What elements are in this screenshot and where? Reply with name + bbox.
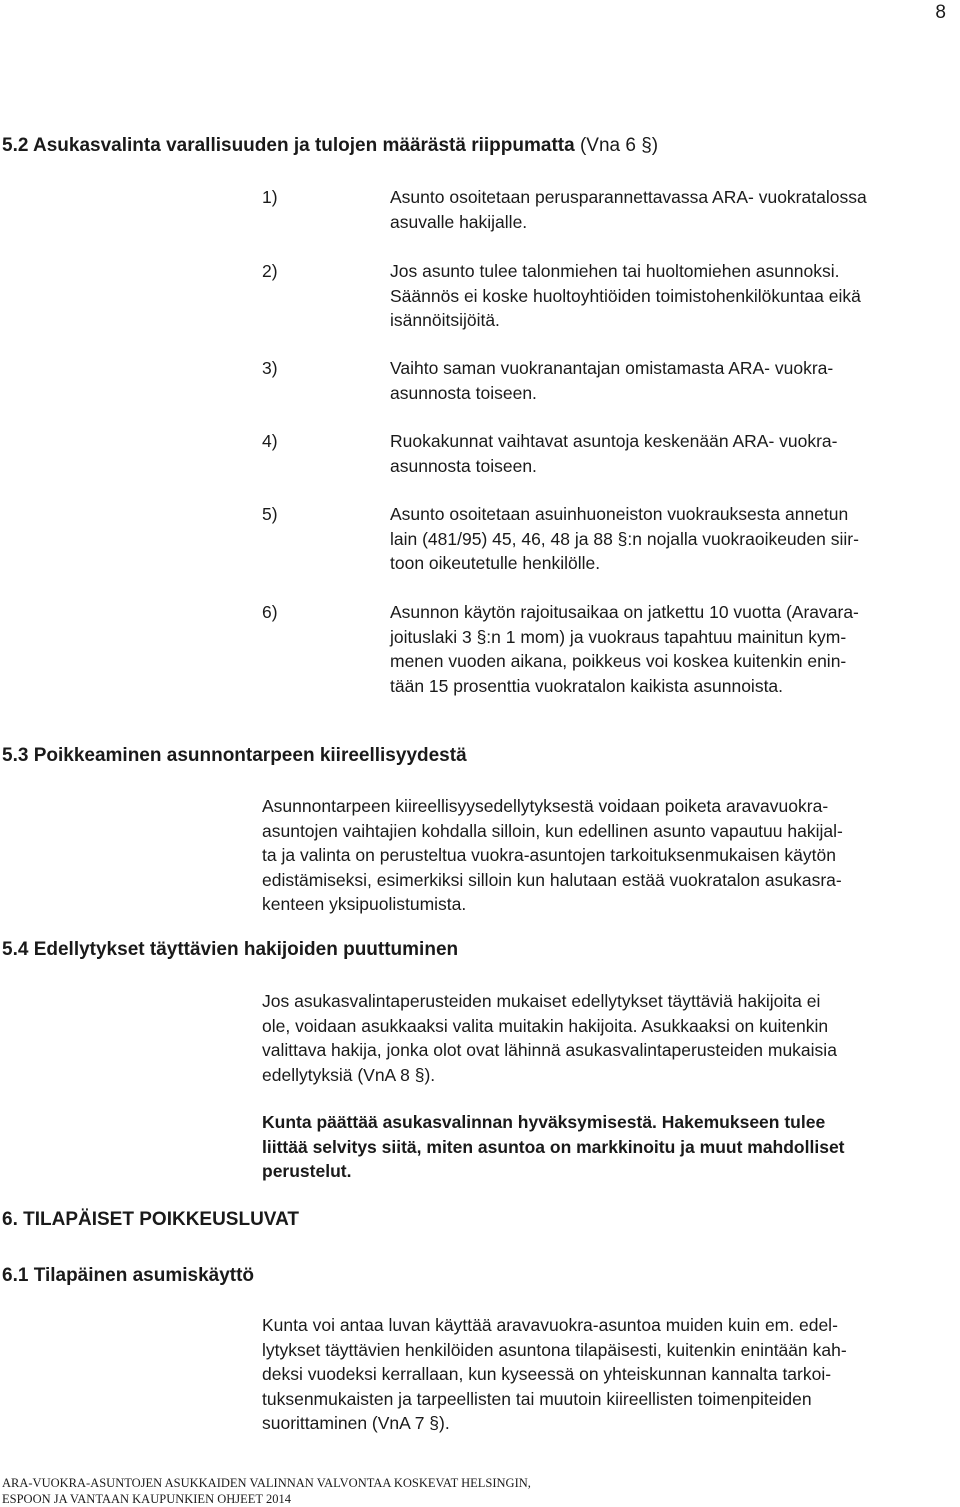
list-item-number: 4) xyxy=(262,431,278,451)
list-item-text: Ruokakunnat vaihtavat asuntoja keskenään ARA- vuokra- asunnosta toiseen. xyxy=(390,431,838,476)
list-item-number: 6) xyxy=(262,602,278,622)
list-item-text: Asunto osoitetaan perusparannettavassa ARA- vuokratalossa asuvalle hakijalle. xyxy=(390,187,867,232)
section-5-2-number: 5.2 xyxy=(2,135,29,156)
page-number: 8 xyxy=(935,2,946,23)
list-item-text: Vaihto saman vuokranantajan omistamasta ARA- vuokra- asunnosta toiseen. xyxy=(390,358,834,403)
list-item-number: 1) xyxy=(262,187,278,207)
section-5-3-heading: 5.3 Poikkeaminen asunnontarpeen kiireellisyydestä xyxy=(2,745,467,766)
section-5-4-bold-paragraph: Kunta päättää asukasvalinnan hyväksymisestä. Hakemukseen tulee liittää selvitys siitä, miten asuntoa on markkinoitu ja muut mahdolliset perustelut. xyxy=(262,1112,845,1181)
list-item-number: 2) xyxy=(262,261,278,281)
list-item-number: 5) xyxy=(262,504,278,524)
section-6-1-paragraph: Kunta voi antaa luvan käyttää aravavuokra-asuntoa muiden kuin em. edel- lytykset täyttävien henkilöiden asuntona tilapäisesti, kuitenkin enintään kah- deksi vuodeksi kerrallaan, kun kyseessä on yhteiskunnan kannalta tarkoi- tuksenmukaisten ja tarpeellisten tai muutoin kiireellisten toimenpiteiden suorittaminen (VnA 7 §). xyxy=(262,1315,847,1433)
list-item-text: Asunnon käytön rajoitusaikaa on jatkettu 10 vuotta (Aravara- joituslaki 3 §:n 1 mom) ja vuokraus tapahtuu mainitun kym- menen vuoden aikana, poikkeus voi koskea kuitenkin enin- tään 15 prosenttia vuokratalon kaikista asunnoista. xyxy=(390,602,859,696)
document-footer: ARA-VUOKRA-ASUNTOJEN ASUKKAIDEN VALINNAN VALVONTAA KOSKEVAT HELSINGIN, ESPOON JA VANTAAN KAUPUNKIEN OHJEET 2014 xyxy=(2,1476,531,1506)
section-6-heading: 6. TILAPÄISET POIKKEUSLUVAT xyxy=(2,1209,299,1230)
section-6-1-heading: 6.1 Tilapäinen asumiskäyttö xyxy=(2,1265,255,1286)
list-item-number: 3) xyxy=(262,358,278,378)
section-5-2-reference: (Vna 6 §) xyxy=(579,135,659,156)
section-5-4-paragraph: Jos asukasvalintaperusteiden mukaiset edellytykset täyttäviä hakijoita ei ole, voidaan asukkaaksi valita muitakin hakijoita. Asukkaaksi on kuitenkin valittava hakija, jonka olot ovat lähinnä asukasvalintaperusteiden mukaisia edellytyksiä (VnA 8 §). xyxy=(262,991,837,1085)
list-item-text: Asunto osoitetaan asuinhuoneiston vuokrauksesta annetun lain (481/95) 45, 46, 48 ja 88 §:n nojalla vuokraoikeuden siir- toon oikeutetulle henkilölle. xyxy=(390,504,859,573)
section-5-2-title: Asukasvalinta varallisuuden ja tulojen määrästä riippumatta xyxy=(33,135,575,156)
section-5-4-heading: 5.4 Edellytykset täyttävien hakijoiden puuttuminen xyxy=(2,939,459,960)
section-5-3-paragraph: Asunnontarpeen kiireellisyysedellytyksestä voidaan poiketa aravavuokra- asuntojen vaihtajien kohdalla silloin, kun edellinen asunto vapautuu hakijal- ta ja valinta on perusteltua vuokra-asuntojen tarkoituksenmukaisen käytön edistämiseksi, esimerkiksi silloin kun halutaan estää vuokratalon asukasra- kenteen yksipuolistumista. xyxy=(262,796,843,914)
list-item-text: Jos asunto tulee talonmiehen tai huoltomiehen asunnoksi. Säännös ei koske huoltoyhtiöiden toimistohenkilökuntaa eikä isännöitsijöitä. xyxy=(390,261,861,330)
section-5-2-heading xyxy=(2,134,658,158)
